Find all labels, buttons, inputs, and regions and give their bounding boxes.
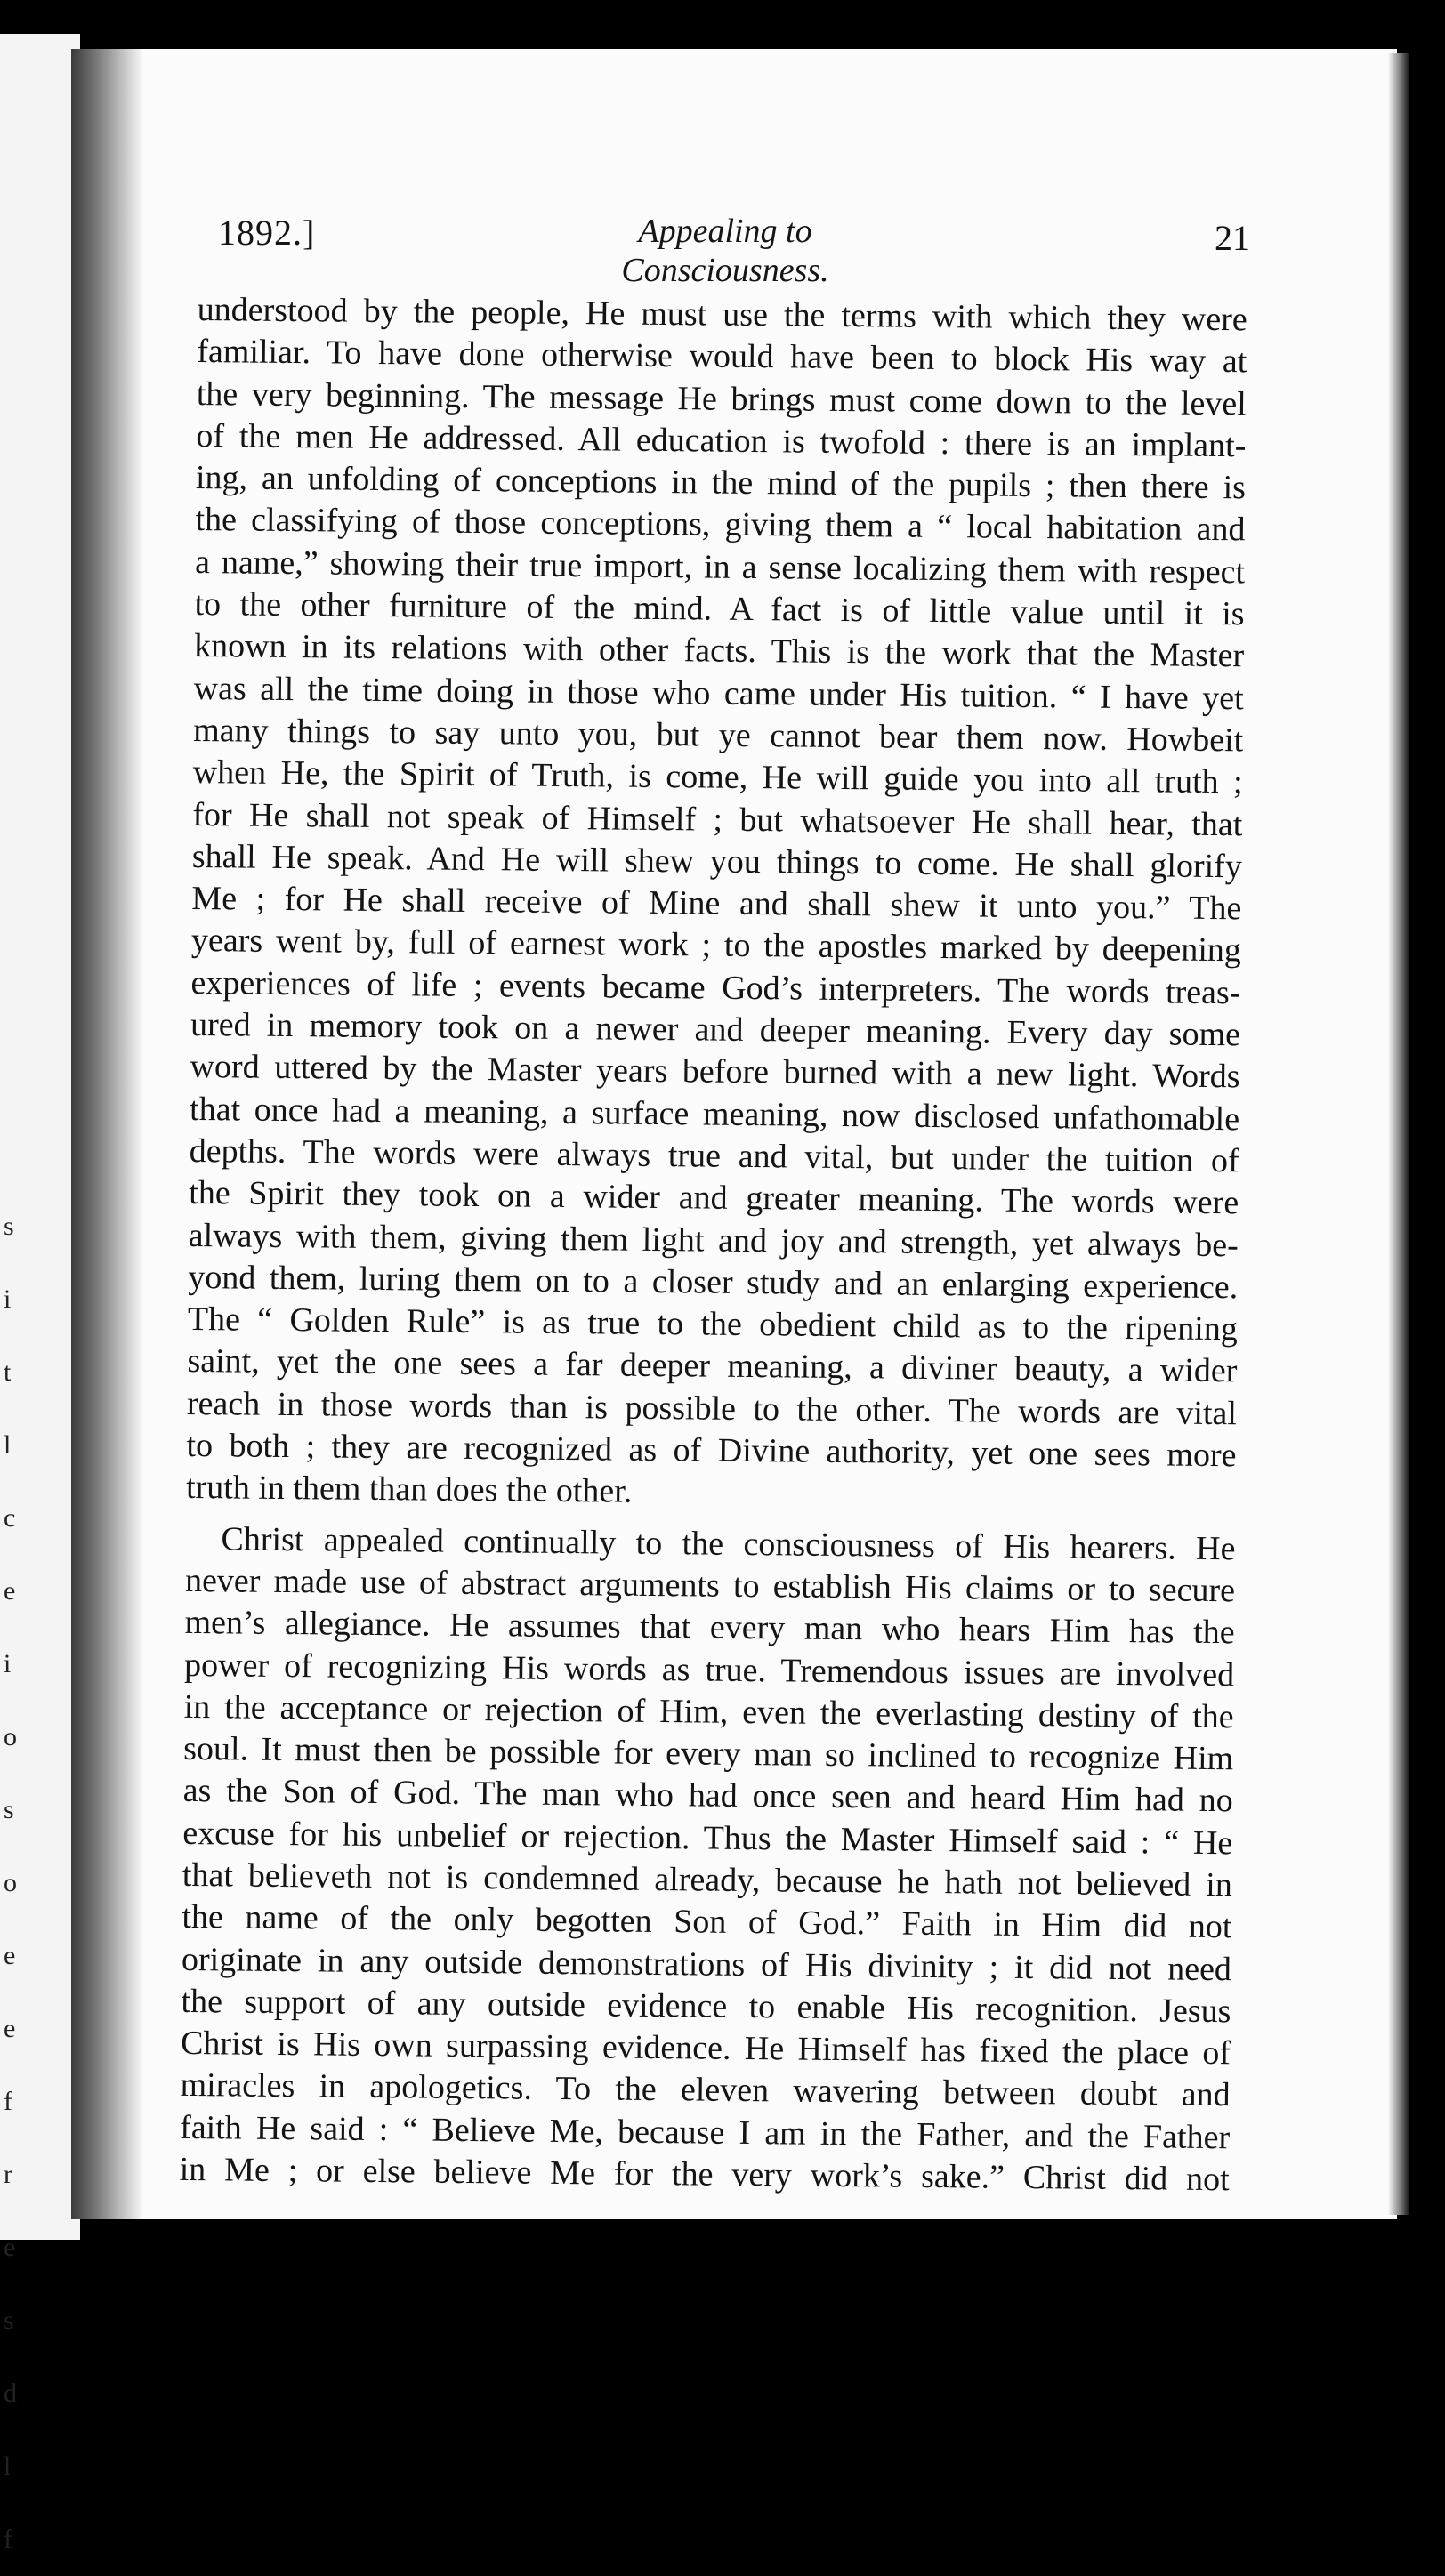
text-line: depths. The words were always true and vital, but under the tuition of bbox=[189, 1131, 1239, 1180]
text-line: that once had a meaning, a surface meaning, now disclosed unfathomable bbox=[189, 1090, 1240, 1138]
text-line: men’s allegiance. He assumes that every man who hears Him has the bbox=[184, 1604, 1235, 1652]
facing-page-letter: l bbox=[4, 2451, 12, 2481]
text-line: to the other furniture of the mind. A fact is of little value until it is bbox=[194, 585, 1245, 633]
facing-page-letter: f bbox=[4, 2524, 12, 2554]
text-line: saint, yet the one sees a far deeper meaning, a diviner beauty, a wider bbox=[187, 1342, 1238, 1390]
text-line: known in its relations with other facts. This is the work that the Master bbox=[193, 627, 1245, 675]
facing-page-letter: e bbox=[4, 1941, 16, 1970]
facing-page-letter: f bbox=[4, 2087, 12, 2116]
paragraph bbox=[186, 289, 1247, 1519]
text-line: Christ is His own surpassing evidence. He Himself has fixed the place of bbox=[180, 2025, 1231, 2073]
facing-page-letter: s bbox=[4, 1212, 14, 1241]
text-line: The “ Golden Rule” is as true to the obedient child as to the ripening bbox=[187, 1300, 1239, 1348]
text-line: the name of the only begotten Son of God.” Faith in Him did not bbox=[182, 1898, 1232, 1946]
facing-page-letter: i bbox=[4, 1649, 12, 1678]
text-line: was all the time doing in those who came under His tuition. “ I have yet bbox=[193, 669, 1244, 717]
facing-page-letter: s bbox=[4, 1795, 14, 1824]
page-edge-shadow bbox=[1388, 53, 1409, 2215]
text-line: excuse for his unbelief or rejection. Thus the Master Himself said : “ He bbox=[182, 1814, 1233, 1862]
text-line: in the acceptance or rejection of Him, even the everlasting destiny of the bbox=[183, 1687, 1234, 1736]
text-line: truth in them than does the other. bbox=[185, 1469, 633, 1511]
text-line: understood by the people, He must use the terms with which they were bbox=[197, 290, 1247, 339]
text-line: the Spirit they took on a wider and greater meaning. The words were bbox=[189, 1174, 1239, 1222]
facing-page-letter: c bbox=[4, 1503, 16, 1533]
text-line: the very beginning. The message He brings must come down to the level bbox=[196, 374, 1247, 423]
text-line: as the Son of God. The man who had once seen and heard Him had no bbox=[182, 1772, 1233, 1820]
text-line: soul. It must then be possible for every man so inclined to recognize Him bbox=[183, 1730, 1234, 1778]
paragraph bbox=[179, 1518, 1235, 2202]
text-line: faith He said : “ Believe Me, because I am in the Father, and the Father bbox=[179, 2108, 1231, 2156]
text-line: familiar. To have done otherwise would have been to block His way at bbox=[197, 333, 1247, 381]
spine-shadow bbox=[71, 49, 142, 2219]
text-line: power of recognizing His words as true. Tremendous issues are involved bbox=[183, 1646, 1235, 1694]
facing-page-letter: o bbox=[4, 1722, 17, 1751]
text-line: many things to say unto you, but ye cannot bear them now. Howbeit bbox=[193, 711, 1244, 760]
text-line: years went by, full of earnest work ; to the apostles marked by deepening bbox=[190, 922, 1242, 970]
running-head-title: Appealing to Consciousness. bbox=[621, 213, 829, 289]
text-line: the support of any outside evidence to enable His recognition. Jesus bbox=[181, 1982, 1231, 2031]
facing-page-letter: e bbox=[4, 2233, 16, 2262]
text-line: when He, the Spirit of Truth, is come, He will guide you into all truth ; bbox=[192, 753, 1243, 801]
text-line: Me ; for He shall receive of Mine and shall shew it unto you.” The bbox=[191, 880, 1242, 928]
text-line: for He shall not speak of Himself ; but whatsoever He shall hear, that bbox=[192, 795, 1243, 843]
body-text bbox=[179, 289, 1247, 2202]
facing-page-letter: e bbox=[4, 1576, 16, 1606]
facing-page-letter: e bbox=[4, 2014, 16, 2043]
text-line: never made use of abstract arguments to establish His claims or to secure bbox=[184, 1561, 1236, 1610]
text-line: that believeth not is condemned already, because he hath not believed in bbox=[182, 1856, 1233, 1904]
running-head bbox=[218, 212, 1250, 289]
page-number: 21 bbox=[1215, 218, 1250, 258]
text-line: in Me ; or else believe Me for the very work’s sake.” Christ did not bbox=[179, 2150, 1230, 2199]
facing-page-letter: s bbox=[4, 2306, 14, 2335]
facing-page-letters bbox=[4, 1190, 21, 2576]
text-line: the classifying of those conceptions, giving them a “ local habitation and bbox=[195, 501, 1246, 549]
text-line: yond them, luring them on to a closer study and an enlarging experience. bbox=[188, 1258, 1239, 1307]
facing-page-letter: l bbox=[4, 1430, 12, 1460]
text-line: a name,” showing their true import, in a sense localizing them with respect bbox=[194, 543, 1246, 592]
text-line: shall He speak. And He will shew you things to come. He shall glorify bbox=[191, 837, 1243, 886]
text-line: Christ appealed continually to the consciousness of His hearers. He bbox=[221, 1519, 1236, 1567]
text-line: experiences of life ; events became God’s interpreters. The words treas- bbox=[190, 963, 1241, 1012]
text-line: originate in any outside demonstrations of His divinity ; it did not need bbox=[181, 1940, 1232, 1988]
text-line: of the men He addressed. All education is twofold : there is an implant- bbox=[196, 416, 1247, 465]
facing-page-letter: i bbox=[4, 1284, 12, 1314]
text-line: word uttered by the Master years before burned with a new light. Words bbox=[190, 1048, 1240, 1096]
text-line: to both ; they are recognized as of Divine authority, yet one sees more bbox=[186, 1426, 1237, 1475]
text-line: ured in memory took on a newer and deeper meaning. Every day some bbox=[190, 1006, 1241, 1054]
text-line: reach in those words than is possible to the other. The words are vital bbox=[186, 1384, 1238, 1432]
text-line: always with them, giving them light and joy and strength, yet always be- bbox=[188, 1216, 1239, 1264]
facing-page-letter: o bbox=[4, 1868, 17, 1897]
facing-page-edge bbox=[0, 34, 80, 2554]
text-line: ing, an unfolding of conceptions in the mind of the pupils ; then there is bbox=[195, 459, 1247, 507]
facing-page-letter: r bbox=[4, 2160, 12, 2189]
text-line: miracles in apologetics. To the eleven wavering between doubt and bbox=[180, 2066, 1231, 2114]
running-head-year: 1892.] bbox=[218, 213, 316, 253]
facing-page-letter: d bbox=[4, 2379, 17, 2408]
facing-page-letter: t bbox=[4, 1357, 12, 1387]
